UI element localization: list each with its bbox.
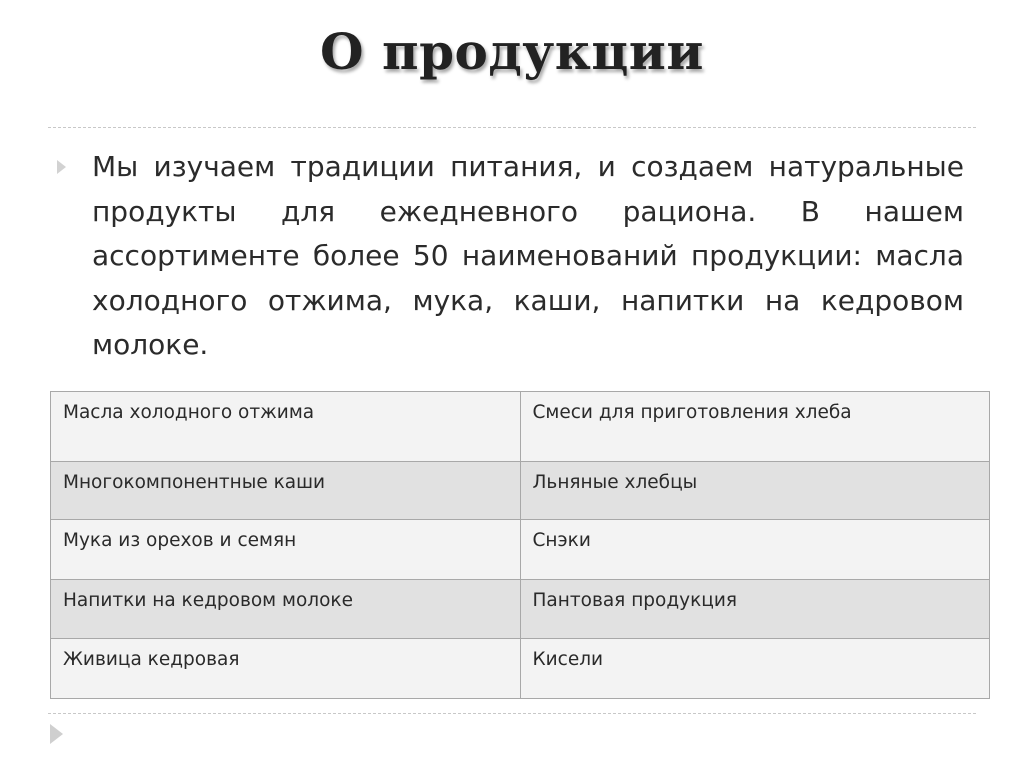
bullet-arrow-icon	[57, 160, 66, 174]
empty-bullet-arrow-icon	[50, 724, 63, 744]
table-row	[51, 580, 990, 639]
table-cell: Смеси для приготовления хлеба	[520, 392, 990, 462]
table-cell: Льняные хлебцы	[520, 462, 990, 520]
bottom-divider	[48, 713, 976, 714]
table-cell: Кисели	[520, 639, 990, 699]
products-table	[50, 391, 990, 699]
table-cell: Живица кедровая	[51, 639, 521, 699]
table-cell: Снэки	[520, 520, 990, 580]
intro-paragraph: Мы изучаем традиции питания, и создаем натуральные продукты для ежедневного рациона. В нашем ассортименте более 50 наименований продукции: масла холодного отжима, мука, каши, напитки на кедровом молоке.	[92, 150, 964, 361]
slide-title: О продукции	[320, 22, 704, 81]
top-divider	[48, 127, 976, 128]
table-row	[51, 520, 990, 580]
table-cell: Напитки на кедровом молоке	[51, 580, 521, 639]
table-cell: Масла холодного отжима	[51, 392, 521, 462]
table-row	[51, 639, 990, 699]
table-cell: Пантовая продукция	[520, 580, 990, 639]
table-row	[51, 392, 990, 462]
table-cell: Многокомпонентные каши	[51, 462, 521, 520]
table-row	[51, 462, 990, 520]
table-cell: Мука из орехов и семян	[51, 520, 521, 580]
